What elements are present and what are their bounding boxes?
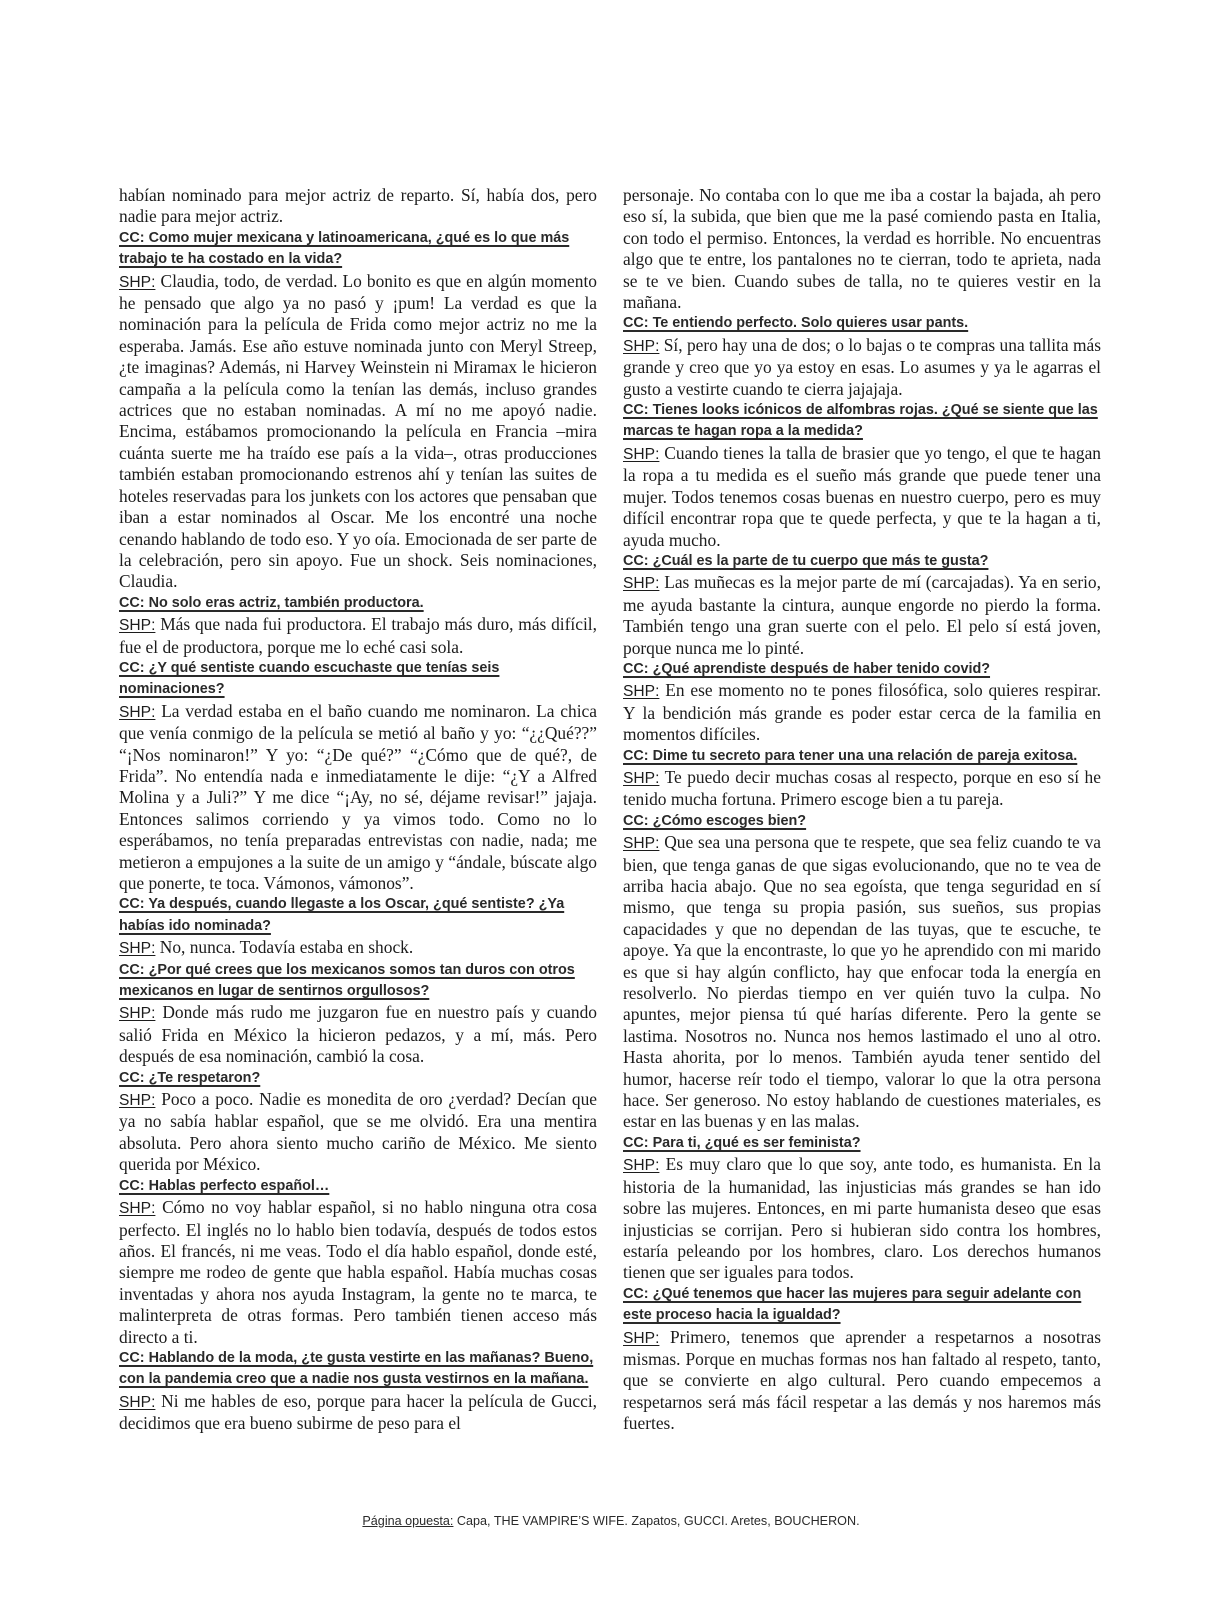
interview-question: CC: Dime tu secreto para tener una una relación de pareja exitosa. xyxy=(623,747,1078,764)
photo-caption xyxy=(0,1514,1222,1528)
interview-answer xyxy=(623,572,1101,659)
interview-question: CC: Hablas perfecto español… xyxy=(119,1177,330,1194)
answer-text: Claudia, todo, de verdad. Lo bonito es que en algún momento he pensado que algo ya no pasó y ¡pum! La verdad es que la nominación para la película de Frida como mejor actriz no me la esperaba. Jamás. Ese año estuve nominada junto con Meryl Streep, ¿te imaginas? Además, ni Harvey Weinstein ni Miramax le hicieron campaña a la película como la tenían las demás, incluso grandes actrices que no estaban nominadas. A mí no me apoyó nadie. Encima, estábamos promocionando la película en Francia –mira cuánta suerte me ha traído ese país a la vida–, otras producciones también estaban promocionando estrenos ahí y tenían las suites de hoteles reservadas para los junkets con los actores que pensaban que iban a estar nominados al Oscar. Me los encontré una noche cenando hablando de todo eso. Y yo oía. Emocionada de ser parte de la celebración, pero sin apoyo. Fue un shock. Seis nominaciones, Claudia. xyxy=(119,270,598,592)
interview-question: CC: ¿Qué tenemos que hacer las mujeres para seguir adelante con este proceso hacia la igualdad? xyxy=(623,1285,1082,1324)
interview-answer xyxy=(119,1089,597,1176)
interview-question: CC: ¿Cuál es la parte de tu cuerpo que más te gusta? xyxy=(623,552,989,569)
interview-question: CC: ¿Qué aprendiste después de haber tenido covid? xyxy=(623,660,991,677)
interview-answer xyxy=(119,1197,597,1348)
body-paragraph: habían nominado para mejor actriz de reparto. Sí, había dos, pero nadie para mejor actriz. xyxy=(119,185,597,227)
answer-text: Más que nada fui productora. El trabajo más duro, más difícil, fue el de productora, porque me lo eché casi sola. xyxy=(119,614,597,657)
answer-text: Poco a poco. Nadie es monedita de oro ¿verdad? Decían que ya no sabía hablar español, que se me olvidó. Era una mentira absoluta. Pero ahora siento mucho cariño de México. Me siento querida por México. xyxy=(119,1089,597,1175)
answer-text: Donde más rudo me juzgaron fue en nuestro país y cuando salió Frida en México la hicieron pedazos, y a mí, más. Pero después de esa nominación, cambió la cosa. xyxy=(119,1002,598,1067)
interview-question: CC: ¿Por qué crees que los mexicanos somos tan duros con otros mexicanos en lugar de sentirnos orgullosos? xyxy=(119,961,575,1000)
interview-answer xyxy=(119,271,597,593)
interview-question: CC: Ya después, cuando llegaste a los Oscar, ¿qué sentiste? ¿Ya habías ido nominada? xyxy=(119,896,565,934)
interview-question: CC: Te entiendo perfecto. Solo quieres usar pants. xyxy=(623,315,969,332)
answer-text: Cómo no voy hablar español, si no hablo ninguna otra cosa perfecto. El inglés no lo hablo bien todavía, después de todos estos años. El francés, ni me veas. Todo el día hablo español, donde esté, siempre me rodeo de gente que habla español. Había muchas cosas inventadas y ahora nos ayuda Instagram, la gente no te marca, te malinterpreta de otras formas. Pero también tienen acceso más directo a ti. xyxy=(119,1197,598,1347)
speaker-label: SHP: xyxy=(119,1092,156,1110)
interview-answer xyxy=(119,1002,597,1067)
interview-answer xyxy=(119,614,597,658)
speaker-label: SHP: xyxy=(119,1393,156,1411)
left-column xyxy=(119,185,597,1435)
answer-text: Que sea una persona que te respete, que sea feliz cuando te va bien, que tenga ganas de que sigas evolucionando, que no te vea de arriba hacia abajo. Que no sea egoísta, que tenga seguridad en sí mismo, que tenga su propia pasión, sus sueños, sus propias capacidades y que no dependan de las tuyas, que te escuche, te apoye. Ya que la encontraste, lo que yo he aprendido con mi marido es que si hay algún conflicto, hay que enfocar toda la energía en resolverlo. No pierdas tiempo en ver quién tuvo la culpa. No apuntes, mejor piensa tú qué harías diferente. Pero la gente se lastima. Nosotros no. Nunca nos hemos lastimado el uno al otro. Hasta ahorita, por lo menos. También ayuda tener sentido del humor, hacerse reír todo el tiempo, valorar lo que la otra persona hace. Ser generoso. No estoy hablando de cuestiones materiales, es estar en las buenas y en las malas. xyxy=(623,832,1101,1132)
interview-question: CC: Hablando de la moda, ¿te gusta vestirte en las mañanas? Bueno, con la pandemia creo que a nadie nos gusta vestirnos en la mañana. xyxy=(119,1349,594,1388)
speaker-label: SHP: xyxy=(119,1005,156,1023)
interview-answer xyxy=(623,832,1101,1133)
interview-question: CC: No solo eras actriz, también productora. xyxy=(119,594,424,611)
answer-text: No, nunca. Todavía estaba en shock. xyxy=(159,937,414,958)
answer-text: Sí, pero hay una de dos; o lo bajas o te compras una tallita más grande y creo que yo ya estoy en esas. Lo asumes y ya le agarras el gusto a vestirte cuando te cierra jajajaja. xyxy=(623,334,1101,399)
interview-question: CC: ¿Cómo escoges bien? xyxy=(623,812,807,829)
interview-answer xyxy=(119,937,597,959)
speaker-label: SHP: xyxy=(623,575,660,593)
speaker-label: SHP: xyxy=(119,617,156,635)
speaker-label: SHP: xyxy=(623,445,660,463)
answer-text: La verdad estaba en el baño cuando me nominaron. La chica que venía conmigo de la película se metió al baño y yo: “¿¿Qué??” “¡Nos nominaron!” Y yo: “¿De qué?” “¿Cómo que de qué?, de Frida”. No entendía nada e inmediatamente le dije: “¿Y a Alfred Molina y a Juli?” Y me dice “¡Ay, no sé, déjame revisar!” jajaja. Entonces salimos corriendo y ya vimos todo. Como no lo esperábamos, no tenía preparadas entrevistas con nadie, nada; me metieron a empujones a la suite de un amigo y “ándale, búscate algo que ponerte, te toca. Vámonos, vámonos”. xyxy=(119,700,597,893)
speaker-label: SHP: xyxy=(623,1157,660,1175)
answer-text: Las muñecas es la mejor parte de mí (carcajadas). Ya en serio, me ayuda bastante la cintura, aunque engorde no pierdo la forma. También tengo una gran suerte con el pelo. El pelo sí está joven, porque nunca me lo pinté. xyxy=(623,572,1101,658)
interview-answer xyxy=(623,443,1101,551)
caption-text: Capa, THE VAMPIRE’S WIFE. Zapatos, GUCCI. Aretes, BOUCHERON. xyxy=(453,1514,860,1528)
interview-answer xyxy=(623,1327,1101,1435)
speaker-label: SHP: xyxy=(119,1200,156,1218)
speaker-label: SHP: xyxy=(623,769,660,787)
interview-answer xyxy=(623,767,1101,811)
speaker-label: SHP: xyxy=(119,703,156,721)
speaker-label: SHP: xyxy=(623,337,660,355)
answer-text: Ni me hables de eso, porque para hacer la película de Gucci, decidimos que era bueno subirme de peso para el xyxy=(119,1390,597,1434)
answer-text: Te puedo decir muchas cosas al respecto, porque en eso sí he tenido mucha fortuna. Primero escoge bien a tu pareja. xyxy=(623,766,1101,810)
answer-text: Cuando tienes la talla de brasier que yo tengo, el que te hagan la ropa a tu medida es el sueño más grande que puede tener una mujer. Todos tenemos cosas buenas en nuestro cuerpo, pero es muy difícil encontrar ropa que te quede perfecta, y que te la hagan a ti, ayuda mucho. xyxy=(623,442,1101,550)
speaker-label: SHP: xyxy=(623,683,660,701)
body-paragraph: personaje. No contaba con lo que me iba a costar la bajada, ah pero eso sí, la subida, que bien que me la pasé comiendo pasta en Italia, con todo el permiso. Entonces, la verdad es horrible. No encuentras algo que te entre, los pantalones no te cierran, todo te aprieta, nada se te ve bien. Cuando subes de talla, no te quieres vestir en la mañana. xyxy=(623,185,1101,313)
interview-answer xyxy=(623,1154,1101,1283)
speaker-label: SHP: xyxy=(623,835,660,853)
interview-question: CC: ¿Y qué sentiste cuando escuchaste que tenías seis nominaciones? xyxy=(119,659,500,698)
speaker-label: SHP: xyxy=(119,940,156,958)
interview-question: CC: Como mujer mexicana y latinoamericana, ¿qué es lo que más trabajo te ha costado en la vida? xyxy=(119,229,570,268)
right-column xyxy=(623,185,1101,1435)
answer-text: Primero, tenemos que aprender a respetarnos a nosotras mismas. Porque en muchas formas nos han faltado al respeto, tanto, que se convierte en algo cultural. Pero cuando empecemos a respetarnos será más fácil respetar a las demás y nos haremos más fuertes. xyxy=(623,1326,1101,1434)
interview-answer xyxy=(119,701,597,895)
speaker-label: SHP: xyxy=(623,1329,660,1347)
answer-text: En ese momento no te pones filosófica, solo quieres respirar. Y la bendición más grande es poder estar cerca de la familia en momentos difíciles. xyxy=(623,680,1101,745)
interview-answer xyxy=(623,680,1101,745)
interview-question: CC: ¿Te respetaron? xyxy=(119,1069,261,1086)
interview-question: CC: Para ti, ¿qué es ser feminista? xyxy=(623,1134,861,1151)
caption-label: Página opuesta: xyxy=(362,1514,454,1528)
answer-text: Es muy claro que lo que soy, ante todo, es humanista. En la historia de la humanidad, las injusticias más grandes se han ido sobre las mujeres. Entonces, en mi parte humanista deseo que esas injusticias se corrijan. Pero si hubieran sido contra los hombres, estaría peleando por los hombres, claro. Los derechos humanos tienen que ser iguales para todos. xyxy=(623,1154,1101,1283)
interview-question: CC: Tienes looks icónicos de alfombras rojas. ¿Qué se siente que las marcas te hagan ropa a la medida? xyxy=(623,402,1098,440)
speaker-label: SHP: xyxy=(119,273,156,291)
interview-answer xyxy=(623,335,1101,400)
interview-answer xyxy=(119,1391,597,1435)
